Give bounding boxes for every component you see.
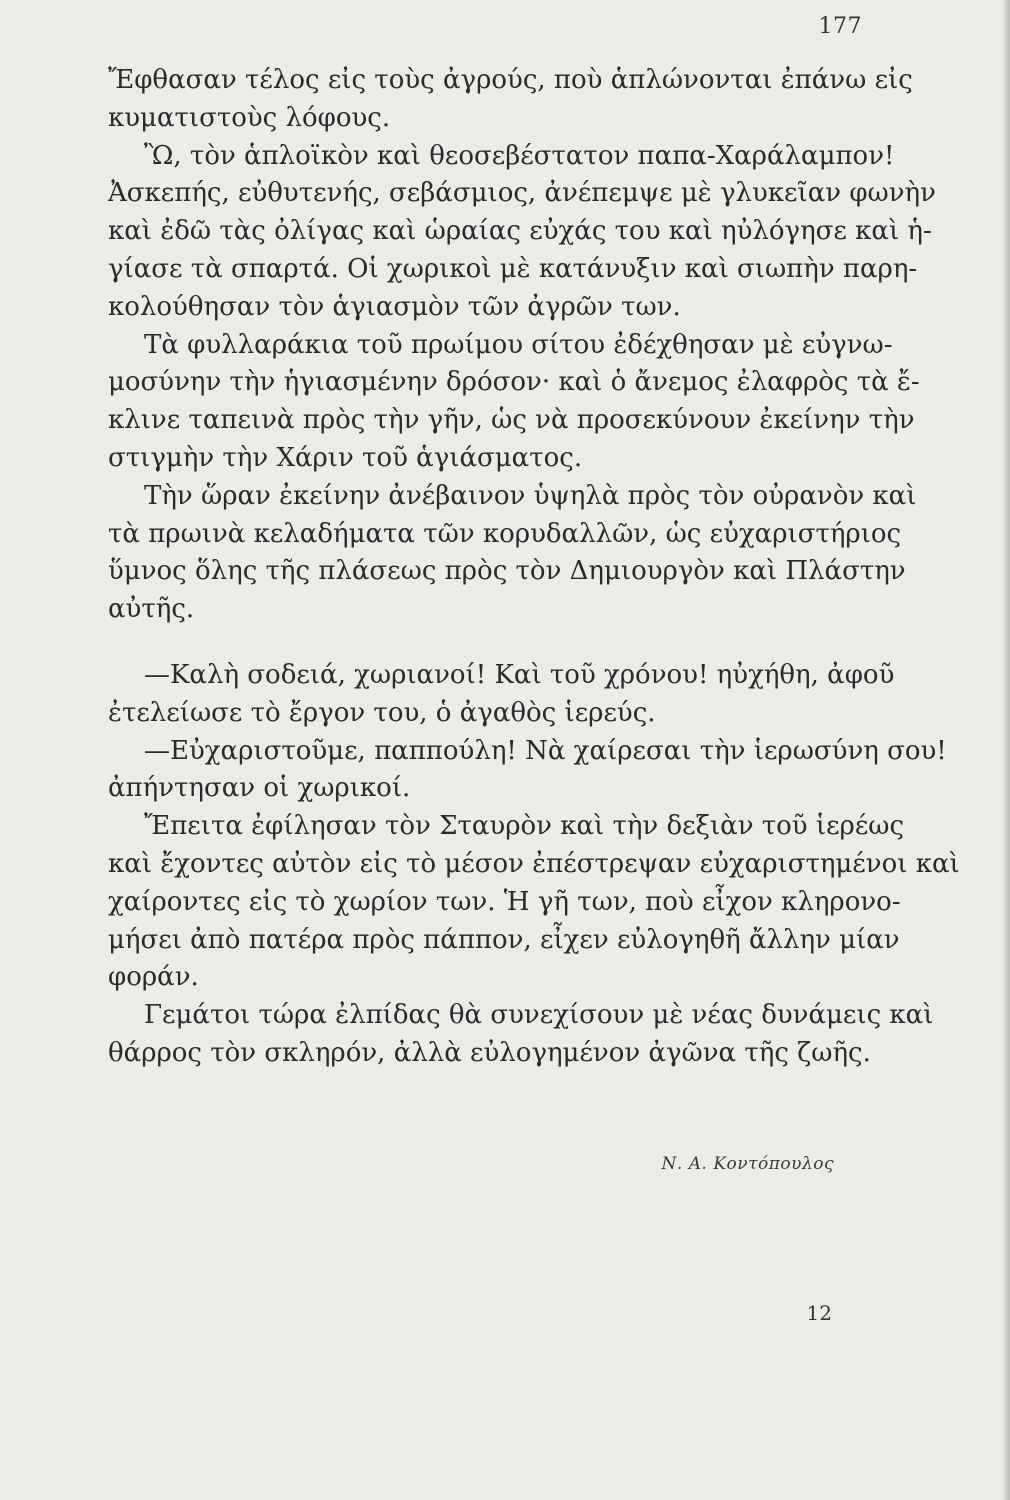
text-line: —Καλὴ σοδειά, χωριανοί! Καὶ τοῦ χρόνου! ηὐχήθη, ἀφοῦ	[144, 659, 895, 690]
text-line: θάρρος τὸν σκληρόν, ἀλλὰ εὐλογημένον ἀγῶνα τῆς ζωῆς.	[108, 1037, 871, 1068]
text-line: Τὰ φυλλαράκια τοῦ πρωίμου σίτου ἐδέχθησαν μὲ εὐγνω-	[144, 329, 893, 360]
paragraph-gap	[108, 629, 866, 657]
text-line: φοράν.	[108, 962, 199, 993]
text-line: Ἀσκεπής, εὐθυτενής, σεβάσμιος, ἀνέπεμψε μὲ γλυκεῖαν φωνὴν	[108, 178, 936, 209]
text-line: χαίροντες εἰς τὸ χωρίον των. Ἡ γῆ των, ποὺ εἶχον κληρονο-	[108, 886, 901, 917]
text-line: κολούθησαν τὸν ἁγιασμὸν τῶν ἀγρῶν των.	[108, 291, 681, 322]
text-line: —Εὐχαριστοῦμε, παππούλη! Νὰ χαίρεσαι τὴν ἱερωσύνη σου!	[144, 735, 947, 766]
text-line: ἀπήντησαν οἱ χωρικοί.	[108, 773, 411, 804]
text-line: Ἔπειτα ἐφίλησαν τὸν Σταυρὸν καὶ τὴν δεξιὰν τοῦ ἱερέως	[144, 811, 905, 842]
text-line: Τὴν ὥραν ἐκείνην ἀνέβαινον ὑψηλὰ πρὸς τὸν οὐρανὸν καὶ	[144, 480, 917, 511]
text-line: Ὢ, τὸν ἁπλοϊκὸν καὶ θεοσεβέστατον παπα-Χαράλαμπον!	[144, 140, 895, 171]
text-line: ὕμνος ὅλης τῆς πλάσεως πρὸς τὸν Δημιουργὸν καὶ Πλάστην	[108, 556, 906, 587]
text-line: Γεμάτοι τώρα ἐλπίδας θὰ συνεχίσουν μὲ νέας δυνάμεις καὶ	[144, 1000, 934, 1031]
text-line: Ἔφθασαν τέλος εἰς τοὺς ἀγρούς, ποὺ ἁπλώνονται ἐπάνω εἰς	[108, 65, 913, 95]
text-line: μήσει ἀπὸ πατέρα πρὸς πάππον, εἶχεν εὐλογηθῆ ἄλλην μίαν	[108, 924, 900, 955]
text-line: κλινε ταπεινὰ πρὸς τὴν γῆν, ὡς νὰ προσεκύνουν ἐκείνην τὴν	[108, 405, 915, 436]
text-line: καὶ ἔχοντες αὐτὸν εἰς τὸ μέσον ἐπέστρεψαν εὐχαριστημένοι καὶ	[108, 848, 960, 879]
text-line: γίασε τὰ σπαρτά. Οἱ χωρικοὶ μὲ κατάνυξιν καὶ σιωπὴν παρη-	[108, 253, 918, 284]
text-line: αὐτῆς.	[108, 594, 195, 625]
author-signature: Ν. Α. Κοντόπουλος	[661, 1154, 834, 1174]
text-line: στιγμὴν τὴν Χάριν τοῦ ἁγιάσματος.	[108, 442, 583, 473]
page-number: 177	[818, 14, 862, 39]
printer-signature-mark: 12	[806, 1301, 832, 1325]
text-line: καὶ ἐδῶ τὰς ὀλίγας καὶ ὡραίας εὐχάς του καὶ ηὐλόγησε καὶ ἡ-	[108, 216, 932, 247]
body-text	[108, 62, 960, 1073]
text-line: μοσύνην τὴν ἡγιασμένην δρόσον· καὶ ὁ ἄνεμος ἐλαφρὸς τὰ ἔ-	[108, 367, 920, 398]
text-line: κυματιστοὺς λόφους.	[108, 102, 391, 133]
text-line: τὰ πρωινὰ κελαδήματα τῶν κορυδαλλῶν, ὡς εὐχαριστήριος	[108, 518, 902, 549]
page-edge-shadow	[1002, 0, 1010, 1500]
text-line: ἐτελείωσε τὸ ἔργον του, ὁ ἀγαθὸς ἱερεύς.	[108, 697, 656, 728]
